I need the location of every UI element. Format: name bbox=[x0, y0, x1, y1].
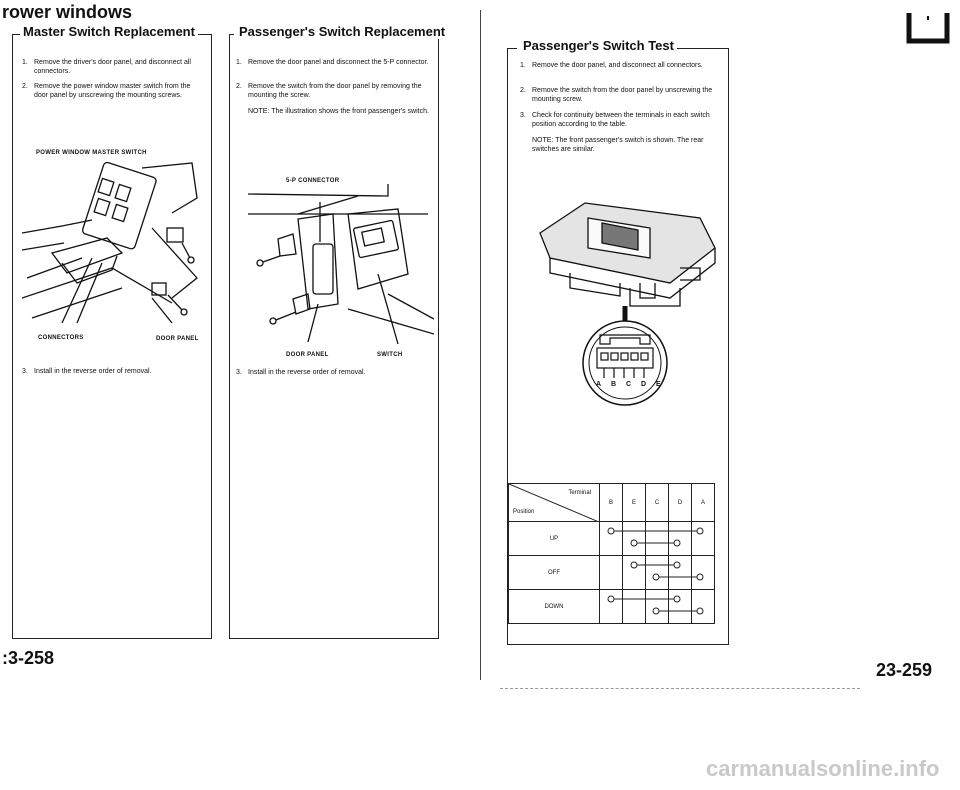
master-switch-title: Master Switch Replacement bbox=[20, 24, 198, 39]
terminal-letter-e: E bbox=[656, 381, 661, 388]
table-row bbox=[509, 522, 715, 556]
page-number-right: 23-259 bbox=[876, 660, 933, 680]
test-note: NOTE: The front passenger's switch is shown. The rear switches are similar. bbox=[532, 137, 704, 153]
master-step-3: 3. Install in the reverse order of removal. bbox=[22, 368, 152, 375]
passenger-rep-step-1: 1. Remove the door panel and disconnect the 5-P connector. bbox=[236, 59, 429, 66]
table-row bbox=[509, 556, 715, 590]
master-figure-title: POWER WINDOW MASTER SWITCH bbox=[36, 150, 147, 156]
col-header-d: D bbox=[669, 484, 692, 522]
test-step-2: 2. Remove the switch from the door panel by unscrewing the mounting screw. bbox=[520, 87, 713, 103]
corner-position: Position bbox=[513, 509, 535, 515]
passenger-rep-step-2: 2. Remove the switch from the door panel by removing the mounting the screw. bbox=[236, 83, 422, 99]
passenger-test-title: Passenger's Switch Test bbox=[520, 38, 677, 53]
col-header-e: E bbox=[623, 484, 646, 522]
col-header-b: B bbox=[600, 484, 623, 522]
terminal-letters bbox=[596, 381, 670, 391]
master-switch-illustration bbox=[22, 158, 202, 328]
row-label-off: OFF bbox=[509, 556, 600, 590]
passenger-label-switch: SWITCH bbox=[377, 352, 403, 358]
master-label-door-panel: DOOR PANEL bbox=[156, 336, 199, 342]
row-label-down: DOWN bbox=[509, 590, 600, 624]
section-tab-icon bbox=[906, 10, 950, 44]
table-corner bbox=[509, 484, 600, 522]
terminal-letter-b: B bbox=[611, 381, 617, 388]
terminal-letter-a: A bbox=[596, 381, 602, 388]
col-header-c: C bbox=[646, 484, 669, 522]
col-header-a: A bbox=[692, 484, 715, 522]
passenger-label-5p-connector: 5-P CONNECTOR bbox=[286, 178, 340, 184]
test-step-1: 1. Remove the door panel, and disconnect all connectors. bbox=[520, 62, 703, 69]
test-step-3: 3. Check for continuity between the terminals in each switch position according to the table. bbox=[520, 112, 710, 128]
master-step-1: 1. Remove the driver's door panel, and disconnect all connectors. bbox=[22, 59, 191, 75]
page-gutter bbox=[480, 10, 481, 680]
scan-line bbox=[500, 688, 860, 689]
passenger-switch-test-illustration bbox=[530, 188, 720, 408]
passenger-label-door-panel: DOOR PANEL bbox=[286, 352, 329, 358]
passenger-rep-step-3: 3. Install in the reverse order of removal. bbox=[236, 369, 366, 376]
passenger-replacement-title: Passenger's Switch Replacement bbox=[236, 24, 448, 39]
master-step-2: 2. Remove the power window master switch from the door panel by unscrewing the mounting screws. bbox=[22, 83, 191, 99]
master-label-connectors: CONNECTORS bbox=[38, 335, 84, 341]
watermark: carmanualsonline.info bbox=[706, 756, 940, 781]
passenger-rep-note: NOTE: The illustration shows the front passenger's switch. bbox=[248, 108, 429, 115]
table-row bbox=[509, 590, 715, 624]
page-header: rower windows bbox=[2, 2, 133, 22]
corner-terminal: Terminal bbox=[568, 490, 591, 496]
page-number-left: :3-258 bbox=[2, 648, 55, 668]
continuity-table bbox=[508, 483, 715, 624]
terminal-letter-d: D bbox=[641, 381, 647, 388]
row-label-up: UP bbox=[509, 522, 600, 556]
terminal-letter-c: C bbox=[626, 381, 632, 388]
passenger-switch-illustration bbox=[238, 184, 434, 348]
